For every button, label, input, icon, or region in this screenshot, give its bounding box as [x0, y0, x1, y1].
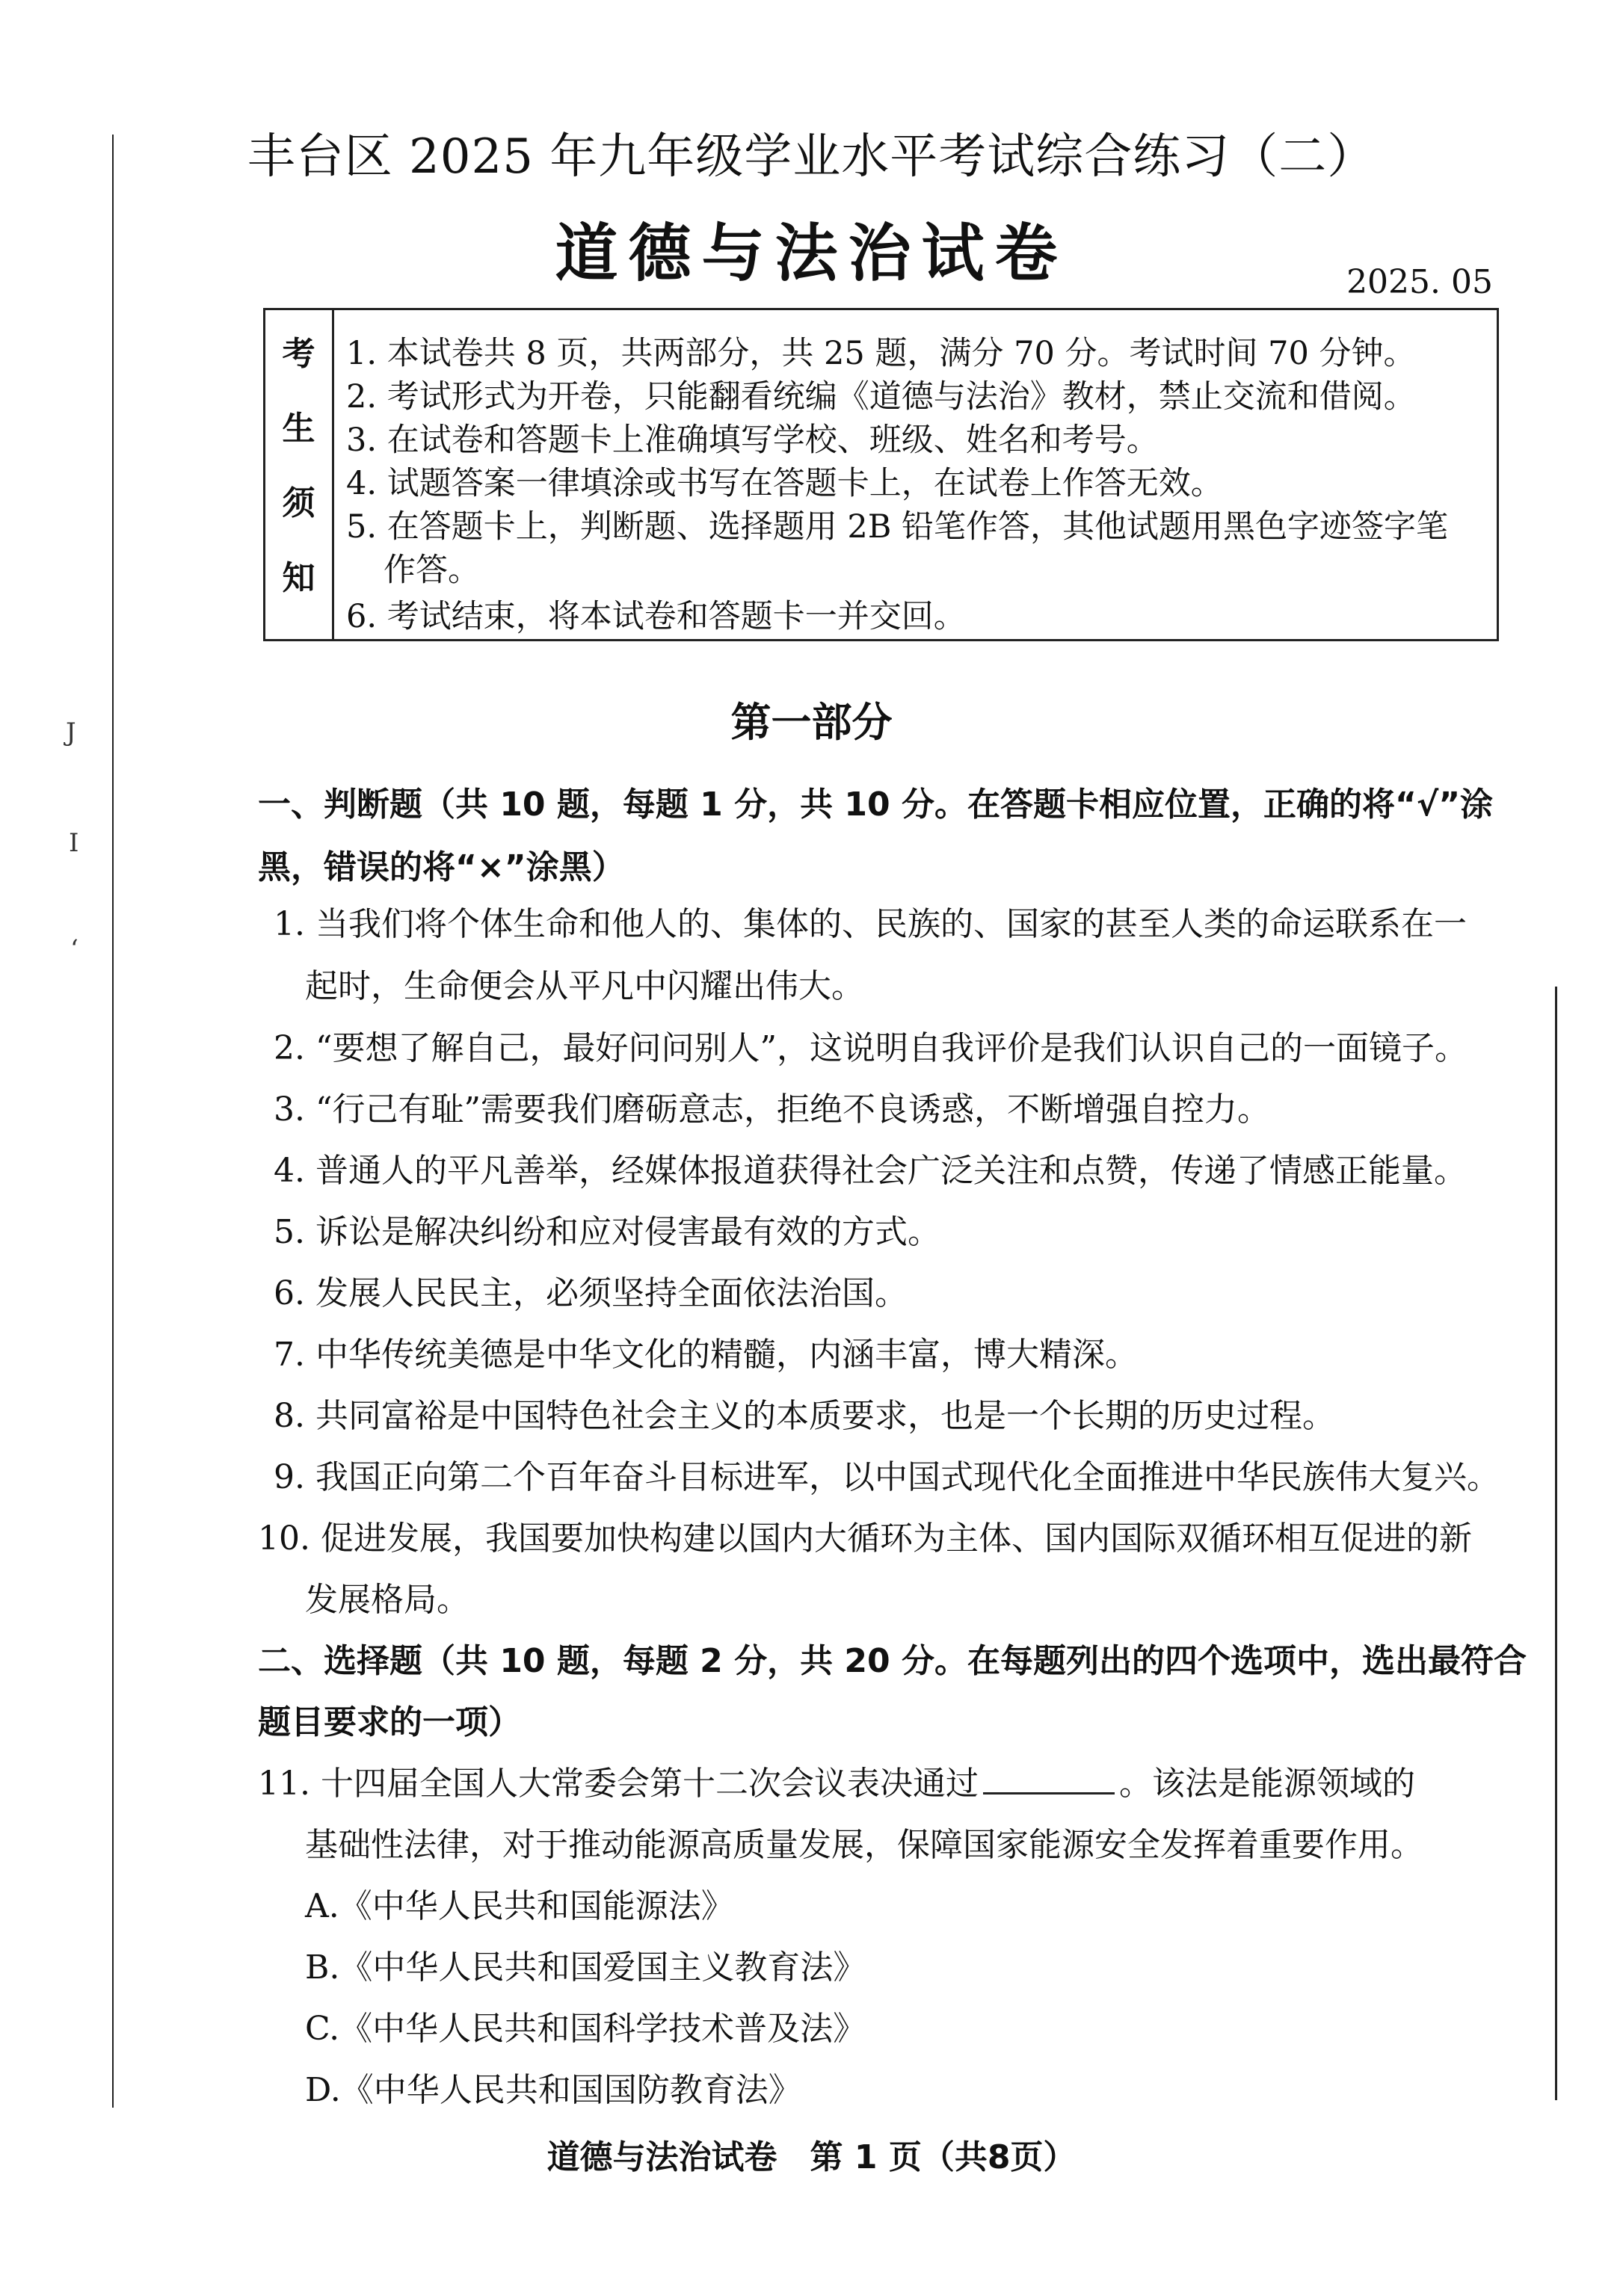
- question-line: 4. 普通人的平凡善举，经媒体报道获得社会广泛关注和点赞，传递了情感正能量。: [274, 1152, 1467, 1190]
- question-line: 3. “行己有耻”需要我们磨砺意志，拒绝不良诱惑，不断增强自控力。: [274, 1090, 1270, 1129]
- notice-side-label: [265, 310, 334, 639]
- question-line: 2. “要想了解自己，最好问问别人”，这说明自我评价是我们认识自己的一面镜子。: [274, 1029, 1468, 1067]
- option-line: D.《中华人民共和国国防教育法》: [305, 2071, 801, 2109]
- question-line: 6. 发展人民民主，必须坚持全面依法治国。: [274, 1274, 908, 1312]
- page-header-title: 丰台区 2025 年九年级学业水平考试综合练习（二）: [247, 129, 1376, 185]
- notice-line: 5. 在答题卡上，判断题、选择题用 2B 铅笔作答，其他试题用黑色字迹签字笔: [346, 508, 1448, 546]
- exam-date: 2025. 05: [1346, 263, 1493, 301]
- question-line: 10. 促进发展，我国要加快构建以国内大循环为主体、国内国际双循环相互促进的新: [258, 1519, 1472, 1558]
- left-binding-line: [112, 135, 114, 2108]
- notice-line: 6. 考试结束，将本试卷和答题卡一并交回。: [346, 598, 966, 635]
- section-heading: 黑，错误的将“×”涂黑）: [258, 848, 625, 886]
- notice-line: 2. 考试形式为开卷，只能翻看统编《道德与法治》教材，禁止交流和借阅。: [346, 378, 1416, 416]
- section-heading: 二、选择题（共 10 题，每题 2 分，共 20 分。在每题列出的四个选项中，选出最符合: [258, 1642, 1527, 1680]
- question-line: 7. 中华传统美德是中华文化的精髓，内涵丰富，博大精深。: [274, 1336, 1138, 1374]
- section-heading: 题目要求的一项）: [258, 1703, 521, 1741]
- notice-side-char: 须: [282, 484, 315, 522]
- part-title: 第一部分: [730, 699, 893, 746]
- option-line: C.《中华人民共和国科学技术普及法》: [305, 2010, 866, 2048]
- option-line: A.《中华人民共和国能源法》: [305, 1887, 734, 1925]
- question-line: 5. 诉讼是解决纠纷和应对侵害最有效的方式。: [274, 1213, 940, 1251]
- question-line: 8. 共同富裕是中国特色社会主义的本质要求，也是一个长期的历史过程。: [274, 1397, 1335, 1435]
- binding-mark: J: [66, 718, 76, 747]
- question-line: 基础性法律，对于推动能源高质量发展，保障国家能源安全发挥着重要作用。: [305, 1826, 1423, 1864]
- page-footer: 道德与法治试卷 第 1 页（共8页）: [546, 2138, 1077, 2176]
- question-line: 9. 我国正向第二个百年奋斗目标进军，以中国式现代化全面推进中华民族伟大复兴。: [274, 1458, 1500, 1496]
- binding-mark: ‘: [70, 934, 78, 964]
- question-line: 1. 当我们将个体生命和他人的、集体的、民族的、国家的甚至人类的命运联系在一: [274, 905, 1467, 943]
- question-text: 。该法是能源领域的: [1118, 1765, 1415, 1803]
- notice-side-char: 知: [282, 559, 315, 597]
- notice-side-char: 生: [282, 410, 315, 448]
- question-text: 11. 十四届全国人大常委会第十二次会议表决通过: [258, 1765, 979, 1803]
- question-line: [258, 1756, 1415, 1804]
- notice-line: 1. 本试卷共 8 页，共两部分，共 25 题，满分 70 分。考试时间 70 分钟。: [346, 335, 1416, 372]
- answer-blank: [983, 1762, 1115, 1794]
- exam-title: 道德与法治试卷: [555, 217, 1068, 290]
- exam-notice-box: [263, 308, 1499, 641]
- question-line: 起时，生命便会从平凡中闪耀出伟大。: [305, 967, 864, 1005]
- notice-line: 4. 试题答案一律填涂或书写在答题卡上，在试卷上作答无效。: [346, 465, 1223, 502]
- right-margin-line: [1555, 987, 1557, 2100]
- question-line: 发展格局。: [305, 1581, 469, 1619]
- notice-line: 作答。: [384, 552, 480, 589]
- binding-mark: I: [69, 828, 79, 858]
- section-heading: 一、判断题（共 10 题，每题 1 分，共 10 分。在答题卡相应位置，正确的将“√”涂: [258, 786, 1494, 824]
- notice-side-char: 考: [282, 335, 315, 373]
- notice-line: 3. 在试卷和答题卡上准确填写学校、班级、姓名和考号。: [346, 422, 1159, 459]
- option-line: B.《中华人民共和国爱国主义教育法》: [305, 1948, 866, 1987]
